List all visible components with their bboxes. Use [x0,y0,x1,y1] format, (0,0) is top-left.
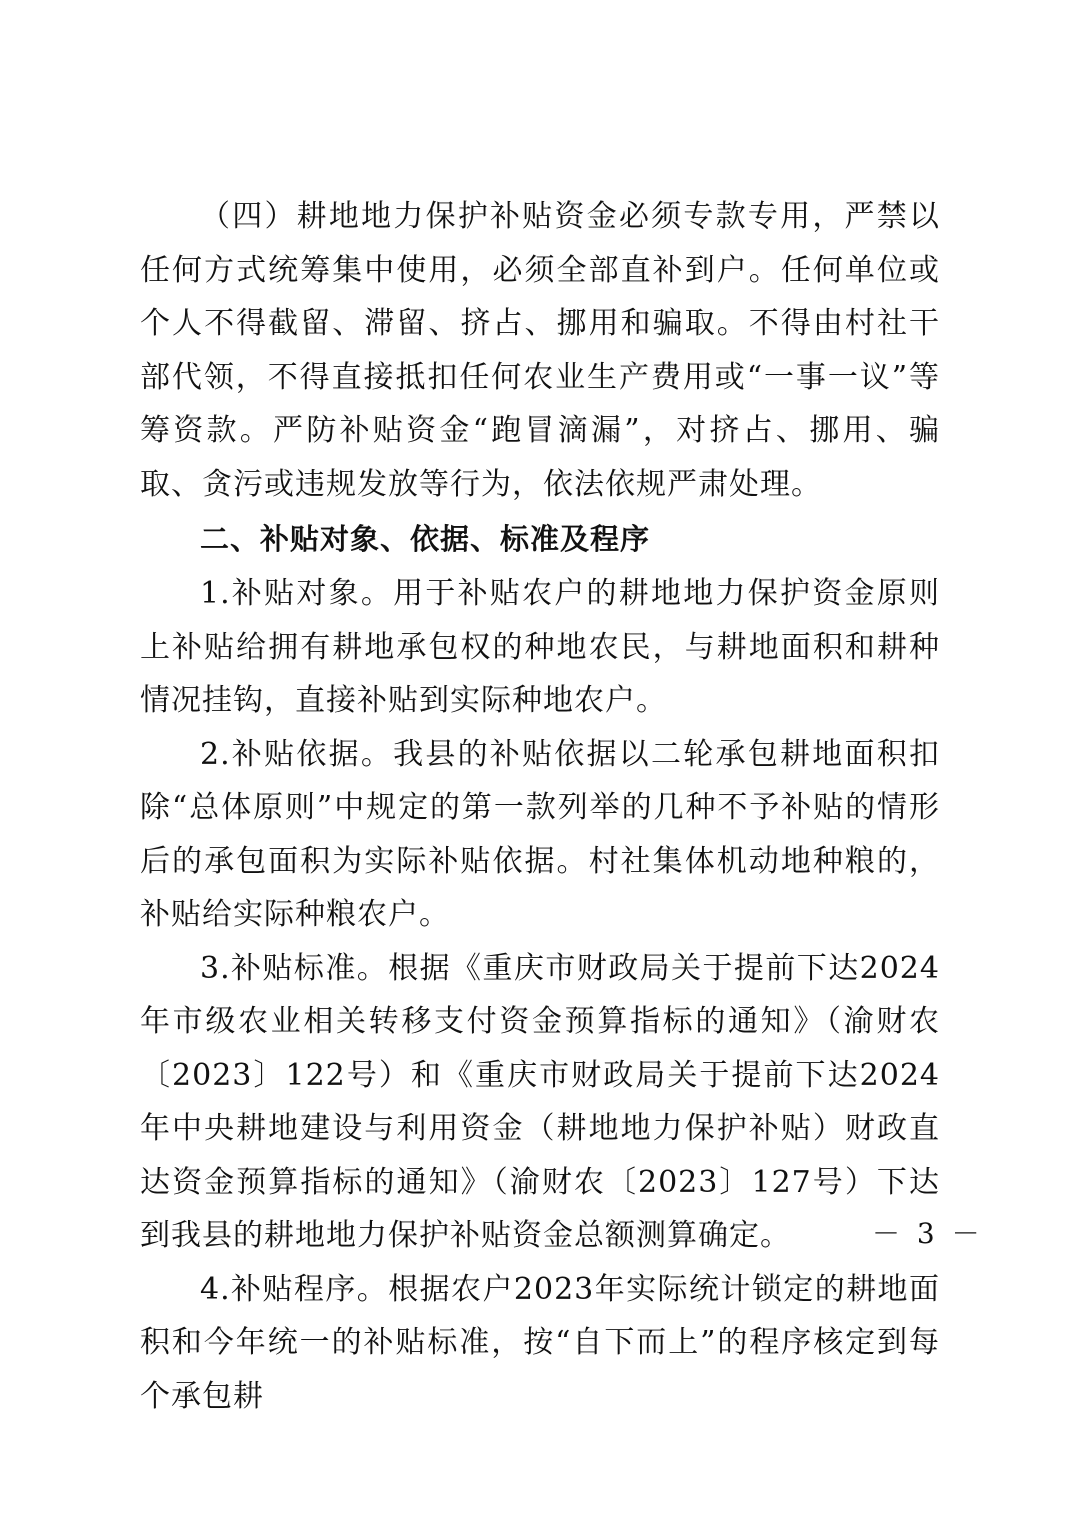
section-heading: 二、补贴对象、依据、标准及程序 [200,522,651,556]
document-body [140,190,940,1423]
page-number: － 3 － [872,1217,984,1250]
paragraph-subsidy-procedure: 4.补贴程序。根据农户2023年实际统计锁定的耕地面积和今年统一的补贴标准，按“自下而上”的程序核定到每个承包耕 [140,1271,940,1414]
paragraph-subsidy-basis: 2.补贴依据。我县的补贴依据以二轮承包耕地面积扣除“总体原则”中规定的第一款列举的几种不予补贴的情形后的承包面积为实际补贴依据。村社集体机动地种粮的，补贴给实际种粮农户。 [140,736,940,932]
paragraph-subsidy-standard: 3.补贴标准。根据《重庆市财政局关于提前下达2024年市级农业相关转移支付资金预算指标的通知》（渝财农〔2023〕122号）和《重庆市财政局关于提前下达2024年中央耕地建设与利用资金（耕地地力保护补贴）财政直达资金预算指标的通知》（渝财农〔2023〕127号）下达到我县的耕地地力保护补贴资金总额测算确定。 [140,950,940,1253]
paragraph-fund-usage: （四）耕地地力保护补贴资金必须专款专用，严禁以任何方式统筹集中使用，必须全部直补到户。任何单位或个人不得截留、滞留、挤占、挪用和骗取。不得由村社干部代领，不得直接抵扣任何农业生产费用或“一事一议”等筹资款。严防补贴资金“跑冒滴漏”，对挤占、挪用、骗取、贪污或违规发放等行为，依法依规严肃处理。 [140,199,940,502]
paragraph-subsidy-target: 1.补贴对象。用于补贴农户的耕地地力保护资金原则上补贴给拥有耕地承包权的种地农民，与耕地面积和耕种情况挂钩，直接补贴到实际种地农户。 [140,576,940,718]
